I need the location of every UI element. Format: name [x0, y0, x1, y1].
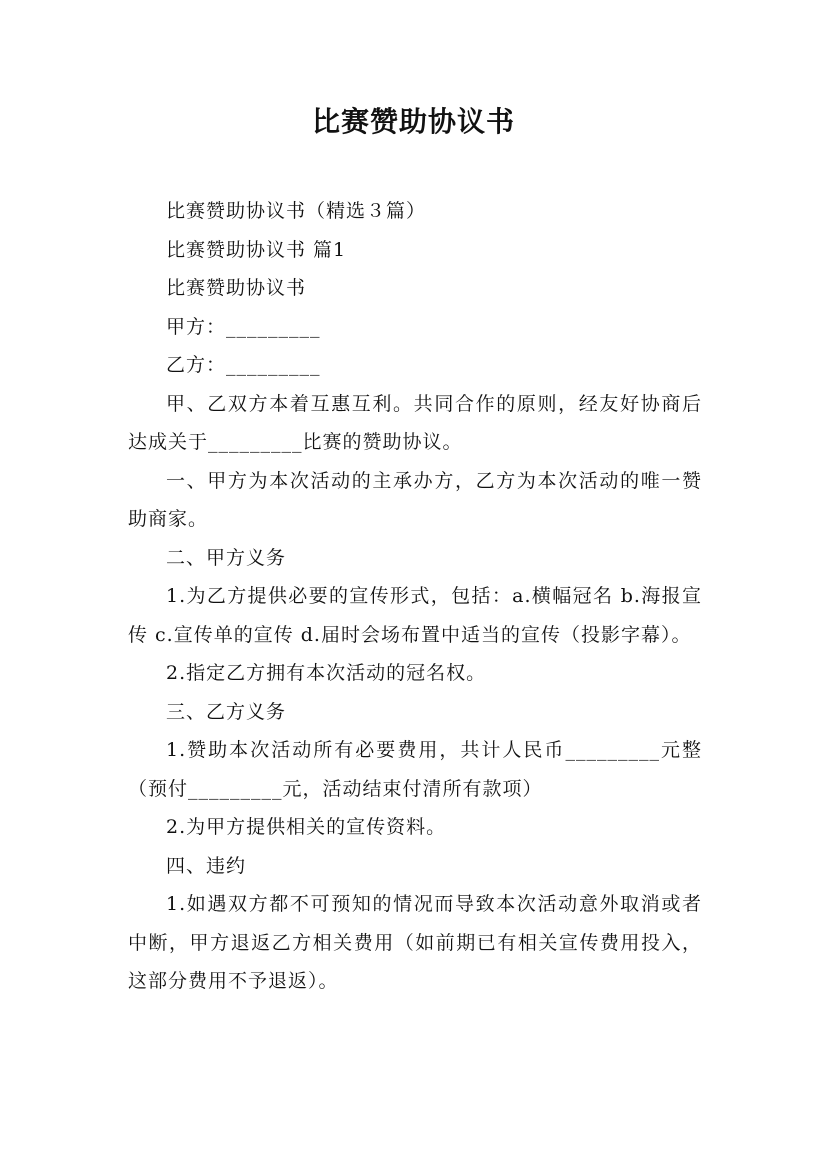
document-body [128, 192, 702, 1001]
paragraph-section-2-heading: 二、甲方义务 [166, 546, 287, 569]
paragraph-collection-title: 比赛赞助协议书（精选３篇） [166, 200, 427, 222]
paragraph-section-3-item-2: 2.为甲方提供相关的宣传资料。 [166, 816, 447, 838]
paragraph-preamble: 甲、乙双方本着互惠互利。共同合作的原则，经友好协商后达成关于_________比赛的赞助协议。 [128, 392, 702, 453]
paragraph-article-heading: 比赛赞助协议书 篇1 [166, 238, 347, 261]
paragraph-party-a: 甲方：_________ [166, 315, 321, 338]
paragraph-section-4-heading: 四、违约 [166, 854, 247, 877]
paragraph-party-b: 乙方：_________ [166, 354, 321, 376]
document-title: 比赛赞助协议书 [311, 105, 515, 138]
paragraph-clause-1: 一、甲方为本次活动的主承办方，乙方为本次活动的唯一赞助商家。 [128, 469, 702, 530]
paragraph-section-2-item-1: 1.为乙方提供必要的宣传形式，包括：a.横幅冠名 b.海报宣传 c.宣传单的宣传 d.届时会场布置中适当的宣传（投影字幕）。 [128, 585, 702, 646]
paragraph-section-4-item-1: 1.如遇双方都不可预知的情况而导致本次活动意外取消或者中断，甲方退返乙方相关费用（如前期已有相关宣传费用投入，这部分费用不予退返）。 [128, 893, 702, 992]
paragraph-agreement-name: 比赛赞助协议书 [166, 277, 307, 299]
paragraph-section-3-heading: 三、乙方义务 [166, 700, 287, 723]
paragraph-section-3-item-1: 1.赞助本次活动所有必要费用，共计人民币_________元整（预付_________元，活动结束付清所有款项） [128, 739, 702, 800]
paragraph-section-2-item-2: 2.指定乙方拥有本次活动的冠名权。 [166, 662, 487, 684]
